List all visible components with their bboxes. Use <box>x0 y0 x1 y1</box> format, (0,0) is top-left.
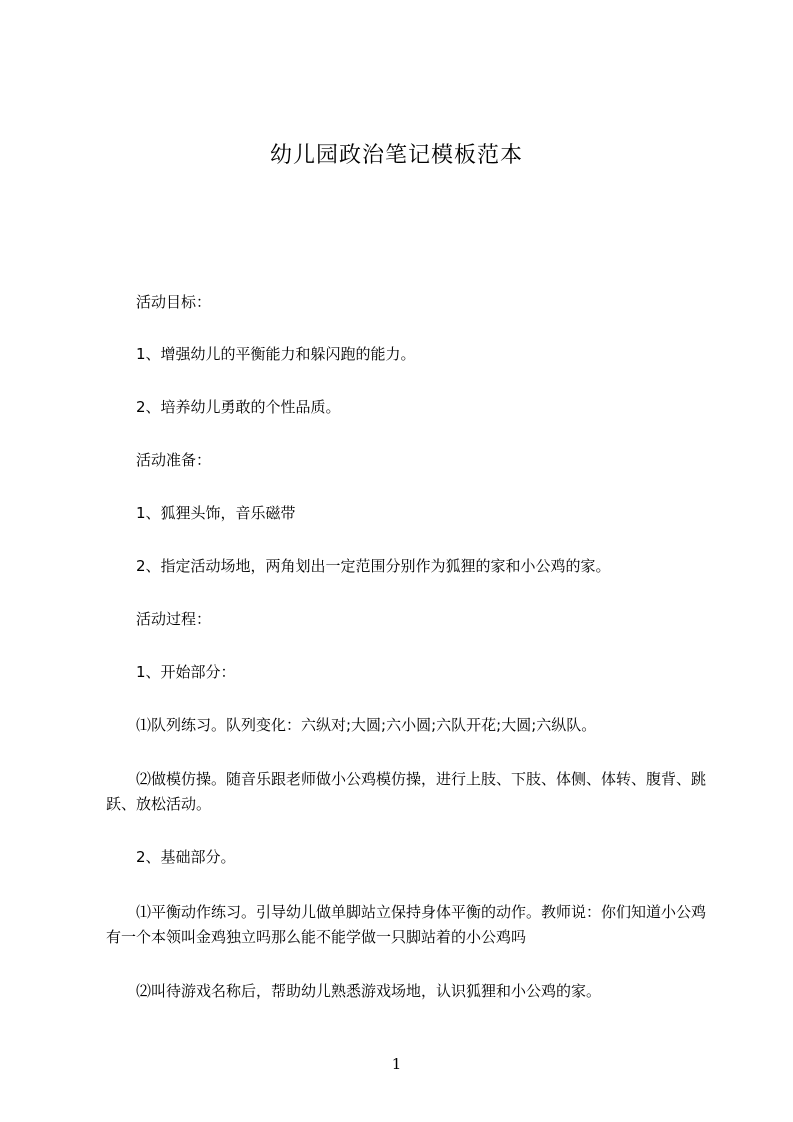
paragraph-balance-practice: ⑴平衡动作练习。引导幼儿做单脚站立保持身体平衡的动作。教师说：你们知道小公鸡有一个本领叫金鸡独立吗那么能不能学做一只脚站着的小公鸡吗 <box>106 903 707 946</box>
paragraph-queue-practice: ⑴队列练习。队列变化：六纵对;大圆;六小圆;六队开花;大圆;六纵队。 <box>136 716 597 734</box>
paragraph-goal-2: 2、培养幼儿勇敢的个性品质。 <box>136 398 341 416</box>
section-heading-preparation: 活动准备： <box>136 451 212 469</box>
paragraph-goal-1: 1、增强幼儿的平衡能力和躲闪跑的能力。 <box>136 345 416 363</box>
paragraph-prep-1: 1、狐狸头饰，音乐磁带 <box>136 504 296 522</box>
paragraph-game-intro: ⑵叫待游戏名称后，帮助幼儿熟悉游戏场地，认识狐狸和小公鸡的家。 <box>136 982 602 1000</box>
paragraph-start-part: 1、开始部分： <box>136 663 236 681</box>
page-number: 1 <box>391 1055 402 1073</box>
section-heading-goals: 活动目标： <box>136 293 212 311</box>
paragraph-imitation-exercise: ⑵做模仿操。随音乐跟老师做小公鸡模仿操，进行上肢、下肢、体侧、体转、腹背、跳跃、放松活动。 <box>106 770 707 813</box>
section-heading-process: 活动过程： <box>136 610 212 628</box>
document-title: 幼儿园政治笔记模板范本 <box>269 143 523 168</box>
paragraph-basic-part: 2、基础部分。 <box>136 848 236 866</box>
paragraph-prep-2: 2、指定活动场地，两角划出一定范围分别作为狐狸的家和小公鸡的家。 <box>136 557 611 575</box>
